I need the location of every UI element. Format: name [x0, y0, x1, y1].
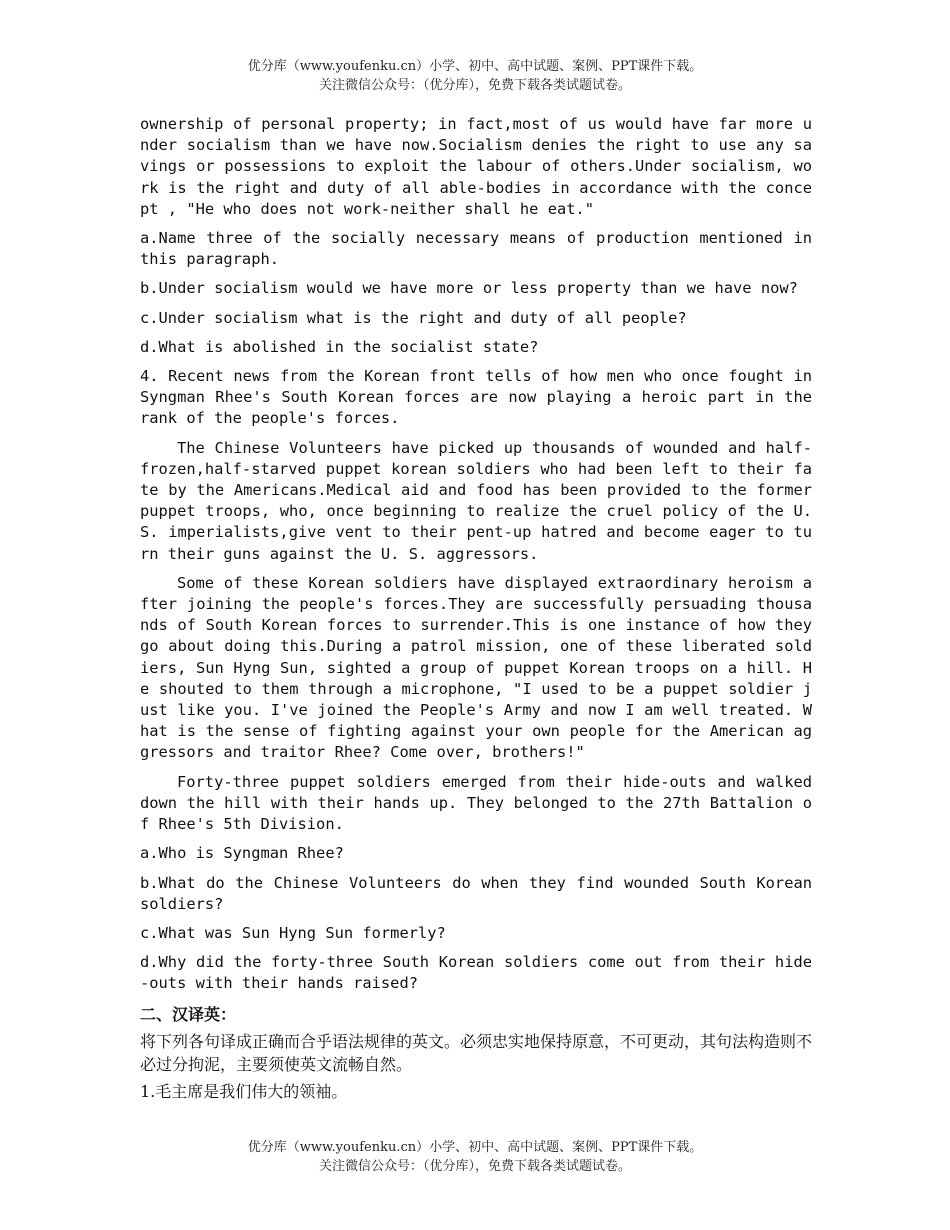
- page-header: [0, 57, 950, 95]
- question-4a: a.Who is Syngman Rhee?: [140, 844, 344, 863]
- passage-4-paragraph-3: Some of these Korean soldiers have displayed extraordinary heroism after joining the people's forces.They are successfully persuading thousands of South Korean forces to surrender.This is one instance of how they go about doing this.During a patrol mission, one of these liberated soldiers, Sun Hyng Sun, sighted a group of puppet Korean troops on a hill. He shouted to them through a microphone, "I used to be a puppet soldier just like you. I've joined the People's Army and now I am well treated. What is the sense of fighting against your own people for the American aggressors and traitor Rhee? Come over, brothers!": [140, 573, 812, 762]
- paragraph-socialism-property: ownership of personal property; in fact,most of us would have far more under socialism than we have now.Socialism denies the right to use any savings or possessions to exploit the labour of others.Under socialism, work is the right and duty of all able-bodies in accordance with the concept , "He who does not work-neither shall he eat.": [140, 115, 812, 218]
- page-footer: [0, 1138, 950, 1176]
- footer-line-2: 关注微信公众号：（优分库），免费下载各类试题试卷。: [318, 1159, 631, 1174]
- question-4d: d.Why did the forty-three South Korean soldiers come out from their hide-outs with their hands raised?: [140, 953, 812, 993]
- document-body: [140, 114, 812, 1111]
- passage-4-paragraph-4: Forty-three puppet soldiers emerged from their hide-outs and walked down the hill with their hands up. They belonged to the 27th Battalion of Rhee's 5th Division.: [140, 772, 812, 834]
- section-2-heading: 二、汉译英：: [140, 1004, 237, 1024]
- question-3c: c.Under socialism what is the right and duty of all people?: [140, 308, 687, 327]
- header-line-1: 优分库（www.youfenku.cn）小学、初中、高中试题、案例、PPT课件下载。: [247, 59, 703, 74]
- section-2-instruction: 将下列各句译成正确而合乎语法规律的英文。必须忠实地保持原意，不可更动，其句法构造则不必过分拘泥，主要须使英文流畅自然。: [140, 1031, 813, 1074]
- header-line-2: 关注微信公众号：（优分库），免费下载各类试题试卷。: [318, 78, 631, 93]
- passage-4-paragraph-2: The Chinese Volunteers have picked up thousands of wounded and half-frozen,half-starved puppet korean soldiers who had been left to their fate by the Americans.Medical aid and food has been provided to the former puppet troops, who, once beginning to realize the cruel policy of the U. S. imperialists,give vent to their pent-up hatred and become eager to turn their guns against the U. S. aggressors.: [140, 438, 812, 563]
- question-4b: b.What do the Chinese Volunteers do when they find wounded South Korean soldiers?: [140, 873, 812, 913]
- question-3b: b.Under socialism would we have more or less property than we have now?: [140, 279, 798, 298]
- translation-item-1: 1.毛主席是我们伟大的领袖。: [140, 1081, 348, 1101]
- question-3d: d.What is abolished in the socialist state?: [140, 337, 539, 356]
- question-4c: c.What was Sun Hyng Sun formerly?: [140, 923, 446, 942]
- question-3a: a.Name three of the socially necessary means of production mentioned in this paragraph.: [140, 229, 812, 269]
- passage-4-intro: 4. Recent news from the Korean front tells of how men who once fought in Syngman Rhee's South Korean forces are now playing a heroic part in the rank of the people's forces.: [140, 367, 812, 428]
- footer-line-1: 优分库（www.youfenku.cn）小学、初中、高中试题、案例、PPT课件下载。: [247, 1140, 703, 1155]
